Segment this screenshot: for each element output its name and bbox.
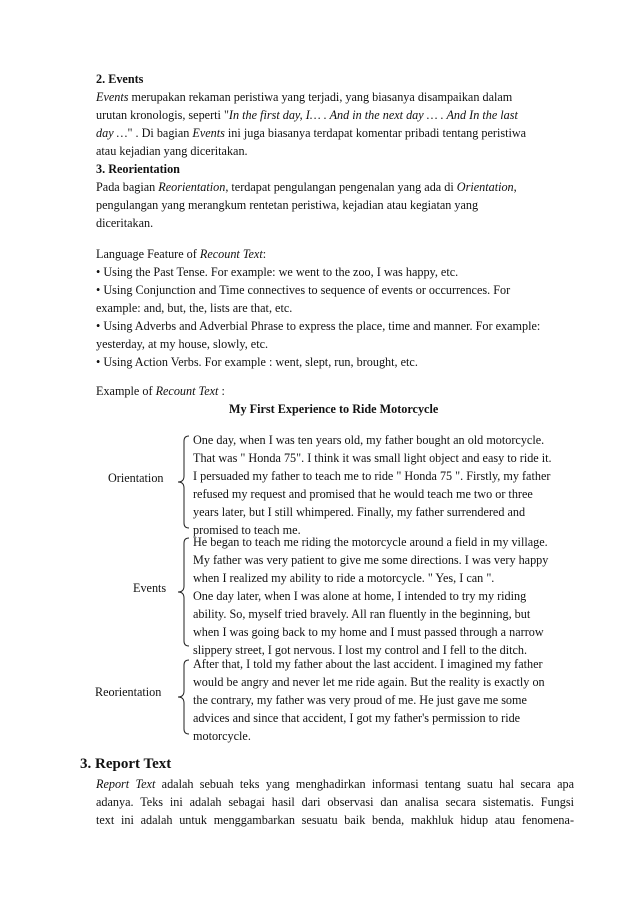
events-paragraph-line-1 (96, 88, 512, 106)
orientation-line: That was " Honda 75". I think it was small light object and easy to ride it. (193, 451, 552, 465)
events-line: when I realized my ability to ride a motorcycle. " Yes, I can ". (193, 571, 495, 585)
events-line: One day later, when I was alone at home, I intended to try my riding (193, 589, 527, 603)
reorientation-heading: 3. Reorientation (96, 162, 180, 176)
reorientation-line: advices and since that accident, I got my father's permission to ride (193, 711, 521, 725)
orientation-line: years later, but I still whimpered. Finally, my father surrendered and (193, 505, 526, 519)
language-feature-intro (96, 245, 266, 263)
orientation-line: One day, when I was ten years old, my father bought an old motorcycle. (193, 433, 545, 447)
language-feature-text: : (262, 247, 267, 261)
reorientation-term: Reorientation (158, 180, 226, 194)
events-brace (176, 537, 190, 647)
events-text: merupakan rekaman peristiwa yang terjadi, yang biasanya disampaikan dalam (128, 90, 513, 104)
events-term: Events (96, 90, 129, 104)
orientation-line: I persuaded my father to teach me to ride " Honda 75 ". Firstly, my father (193, 469, 551, 483)
events-text: ini juga biasanya terdapat komentar pribadi tentang peristiwa (224, 126, 527, 140)
report-text-line-1 (96, 775, 574, 793)
events-paragraph-line-4: atau kejadian yang diceritakan. (96, 144, 248, 158)
events-line: when I was going back to my home and I must passed through a narrow (193, 625, 544, 639)
reorientation-text: Pada bagian (96, 180, 159, 194)
orientation-line: refused my request and promised that he would teach me two or three (193, 487, 533, 501)
example-title: My First Experience to Ride Motorcycle (229, 402, 439, 416)
reorientation-line: After that, I told my father about the last accident. I imagined my father (193, 657, 543, 671)
orientation-label: Orientation (108, 471, 164, 485)
language-feature-item: • Using the Past Tense. For example: we went to the zoo, I was happy, etc. (96, 265, 459, 279)
events-line: He began to teach me riding the motorcycle around a field in my village. (193, 535, 548, 549)
language-feature-text: Language Feature of (96, 247, 200, 261)
report-text-term: Report Text (96, 777, 156, 791)
reorientation-text: , terdapat pengulangan pengenalan yang ada di (225, 180, 457, 194)
events-heading: 2. Events (96, 72, 144, 86)
example-text: Example of (96, 384, 156, 398)
events-text: urutan kronologis, seperti " (96, 108, 229, 122)
recount-text-term: Recount Text (155, 384, 219, 398)
reorientation-line: the contrary, my father was very proud of me. He just gave me some (193, 693, 527, 707)
reorientation-text: , (513, 180, 517, 194)
events-line: ability. So, myself tried bravely. All ran fluently in the beginning, but (193, 607, 531, 621)
reorientation-paragraph-line-2: pengulangan yang merangkum rentetan peristiwa, kejadian atau kegiatan yang (96, 198, 479, 212)
events-label: Events (133, 581, 167, 595)
language-feature-item: • Using Action Verbs. For example : went, slept, run, brought, etc. (96, 355, 418, 369)
report-text-text: adalah sebuah teks yang menghadirkan informasi tentang suatu hal secara apa (155, 777, 574, 791)
events-term: Events (192, 126, 225, 140)
orientation-line: promised to teach me. (193, 523, 301, 537)
events-paragraph-line-2 (96, 106, 518, 124)
recount-text-term: Recount Text (199, 247, 263, 261)
reorientation-brace (176, 659, 190, 735)
language-feature-item: • Using Conjunction and Time connectives to sequence of events or occurrences. For (96, 283, 511, 297)
language-feature-item: example: and, but, the, lists are that, etc. (96, 301, 293, 315)
reorientation-line: would be angry and never let me ride again. But the reality is exactly on (193, 675, 545, 689)
events-paragraph-line-3 (96, 124, 526, 142)
events-line: My father was very patient to give me some directions. I was very happy (193, 553, 549, 567)
events-italic-example: In the first day, I… . And in the next day … . And In the last (228, 108, 518, 122)
orientation-term: Orientation (456, 180, 514, 194)
example-text: : (218, 384, 225, 398)
reorientation-paragraph-line-3: diceritakan. (96, 216, 154, 230)
events-line: slippery street, I got nervous. I lost my control and I fell to the ditch. (193, 643, 528, 657)
report-text-heading: 3. Report Text (80, 756, 172, 772)
events-italic-example: day … (96, 126, 128, 140)
report-text-line-2: adanya. Teks ini adalah sebagai hasil dari observasi dan analisa secara sistematis. Fungsi (96, 795, 574, 809)
orientation-brace (176, 435, 190, 529)
events-text: " . Di bagian (127, 126, 193, 140)
language-feature-item: yesterday, at my house, slowly, etc. (96, 337, 269, 351)
example-intro (96, 382, 225, 400)
language-feature-item: • Using Adverbs and Adverbial Phrase to express the place, time and manner. For example: (96, 319, 541, 333)
reorientation-paragraph-line-1 (96, 178, 517, 196)
reorientation-label: Reorientation (95, 685, 162, 699)
reorientation-line: motorcycle. (193, 729, 251, 743)
report-text-line-3: text ini adalah untuk menggambarkan sesuatu baik benda, makhluk hidup atau fenomena- (96, 813, 574, 827)
